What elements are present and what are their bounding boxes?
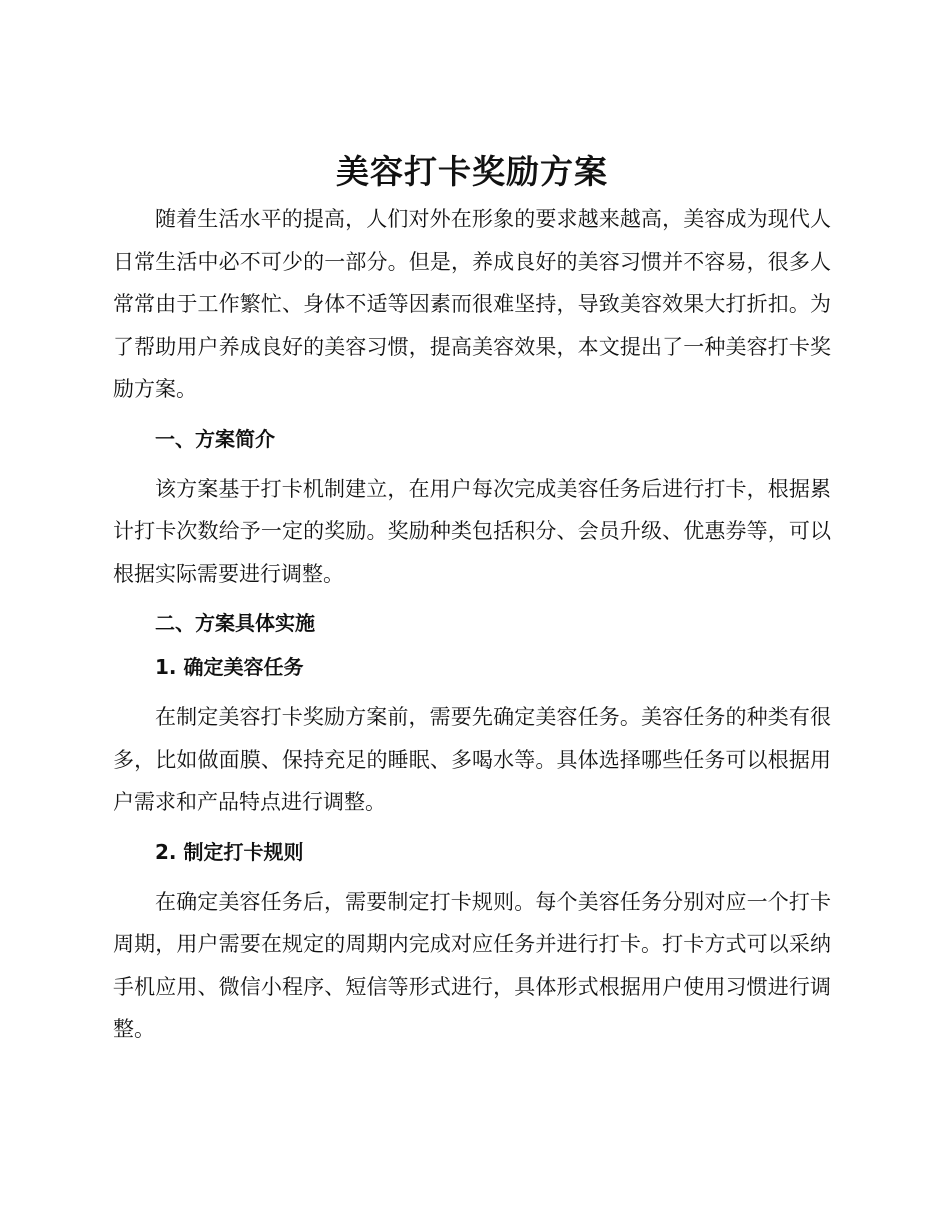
intro-paragraph: 随着生活水平的提高，人们对外在形象的要求越来越高，美容成为现代人日常生活中必不可少的一部分。但是，养成良好的美容习惯并不容易，很多人常常由于工作繁忙、身体不适等因素而很难坚持，导致美容效果大打折扣。为了帮助用户养成良好的美容习惯，提高美容效果，本文提出了一种美容打卡奖励方案。 [113,207,831,401]
section-heading-overview: 一、方案简介 [155,426,275,451]
overview-paragraph: 该方案基于打卡机制建立，在用户每次完成美容任务后进行打卡，根据累计打卡次数给予一定的奖励。奖励种类包括积分、会员升级、优惠券等，可以根据实际需要进行调整。 [113,476,831,586]
section-heading-implementation: 二、方案具体实施 [155,611,315,635]
document-page [113,150,831,1051]
document-title: 美容打卡奖励方案 [336,152,608,191]
tasks-paragraph: 在制定美容打卡奖励方案前，需要先确定美容任务。美容任务的种类有很多，比如做面膜、保持充足的睡眠、多喝水等。具体选择哪些任务可以根据用户需求和产品特点进行调整。 [113,705,831,814]
subsection-heading-tasks: 1. 确定美容任务 [155,655,304,679]
rules-paragraph: 在确定美容任务后，需要制定打卡规则。每个美容任务分别对应一个打卡周期，用户需要在规定的周期内完成对应任务并进行打卡。打卡方式可以采纳手机应用、微信小程序、短信等形式进行，具体形式根据用户使用习惯进行调整。 [113,889,831,1041]
subsection-heading-rules: 2. 制定打卡规则 [155,839,304,864]
